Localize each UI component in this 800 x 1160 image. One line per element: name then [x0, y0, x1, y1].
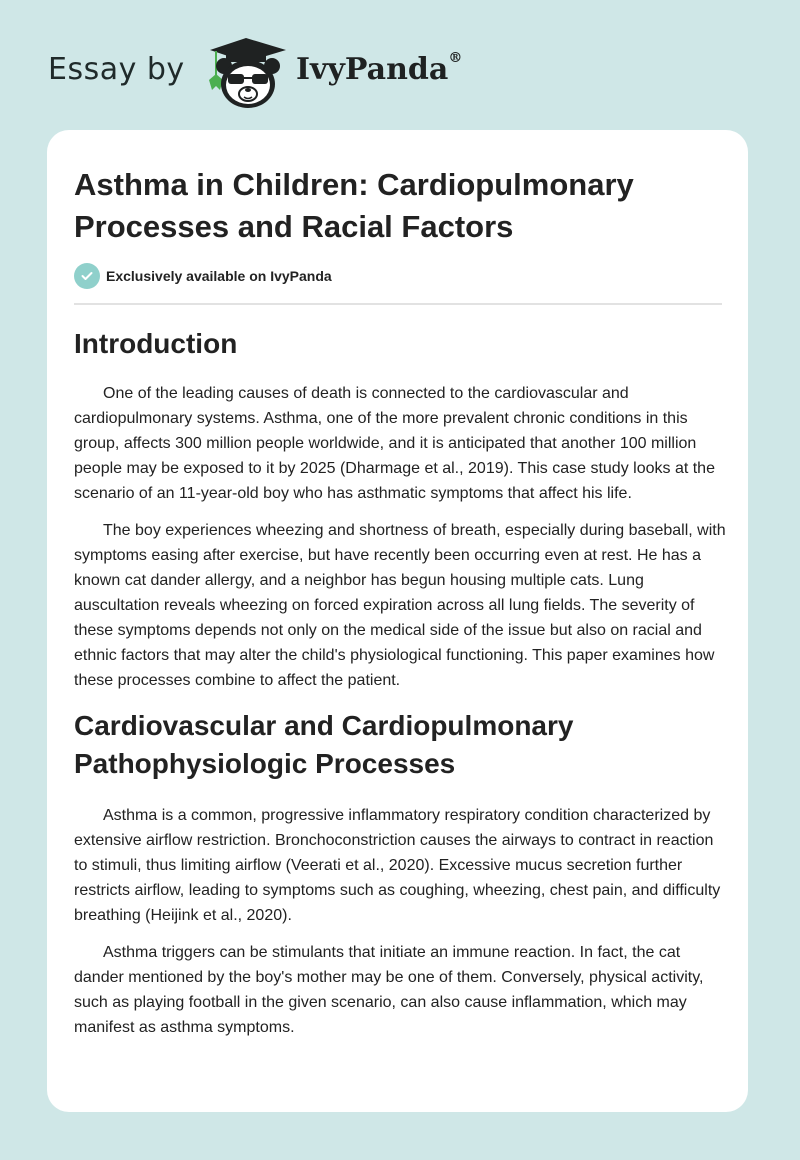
paragraph: Asthma triggers can be stimulants that initiate an immune reaction. In fact, the cat dander mentioned by the boy's mother may be one of them. Conversely, physical activity, such as playing football in the given scenario, can also cause inflammation, which may manifest as asthma symptoms. — [74, 944, 704, 1036]
brand-label: IvyPanda — [296, 52, 449, 87]
brand-name[interactable] — [296, 52, 462, 87]
essay-card — [47, 130, 748, 1112]
section-heading-introduction: Introduction — [74, 328, 238, 359]
exclusive-badge — [74, 263, 332, 289]
page-title: Asthma in Children: Cardiopulmonary Processes and Racial Factors — [74, 167, 634, 244]
exclusive-label: Exclusively available on IvyPanda — [106, 268, 332, 284]
divider — [74, 303, 722, 305]
section-heading-pathophysiology: Cardiovascular and Cardiopulmonary Pathophysiologic Processes — [74, 710, 574, 779]
paragraph: Asthma is a common, progressive inflammatory respiratory condition characterized by extensive airflow restriction. Bronchoconstriction causes the airways to contract in reaction to stimuli, thus limiting airflow (Veerati et al., 2020). Excessive mucus secretion further restricts airflow, leading to symptoms such as coughing, wheezing, chest pain, and difficulty breathing (Heijink et al., 2020). — [74, 807, 721, 924]
panda-graduate-logo-icon[interactable] — [200, 34, 292, 110]
site-header — [0, 0, 800, 130]
check-circle-icon — [74, 263, 100, 289]
registered-mark: ® — [448, 50, 463, 66]
paragraph: One of the leading causes of death is connected to the cardiovascular and cardiopulmonary systems. Asthma, one of the more prevalent chronic conditions in this group, affects 300 million people worldwide, and it is anticipated that another 100 million people may be exposed to it by 2025 (Dharmage et al., 2019). This case study looks at the scenario of an 11-year-old boy who has asthmatic symptoms that affect his life. — [74, 385, 715, 502]
essay-by-label: Essay by — [48, 52, 185, 87]
paragraph: The boy experiences wheezing and shortness of breath, especially during baseball, with symptoms easing after exercise, but have recently been occurring even at rest. He has a known cat dander allergy, and a neighbor has begun housing multiple cats. Lung auscultation reveals wheezing on forced expiration across all lung fields. The severity of these symptoms depends not only on the medical side of the issue but also on racial and ethnic factors that may alter the child's physiological functioning. This paper examines how these processes combine to affect the patient. — [74, 522, 726, 689]
article-body — [74, 320, 726, 1040]
